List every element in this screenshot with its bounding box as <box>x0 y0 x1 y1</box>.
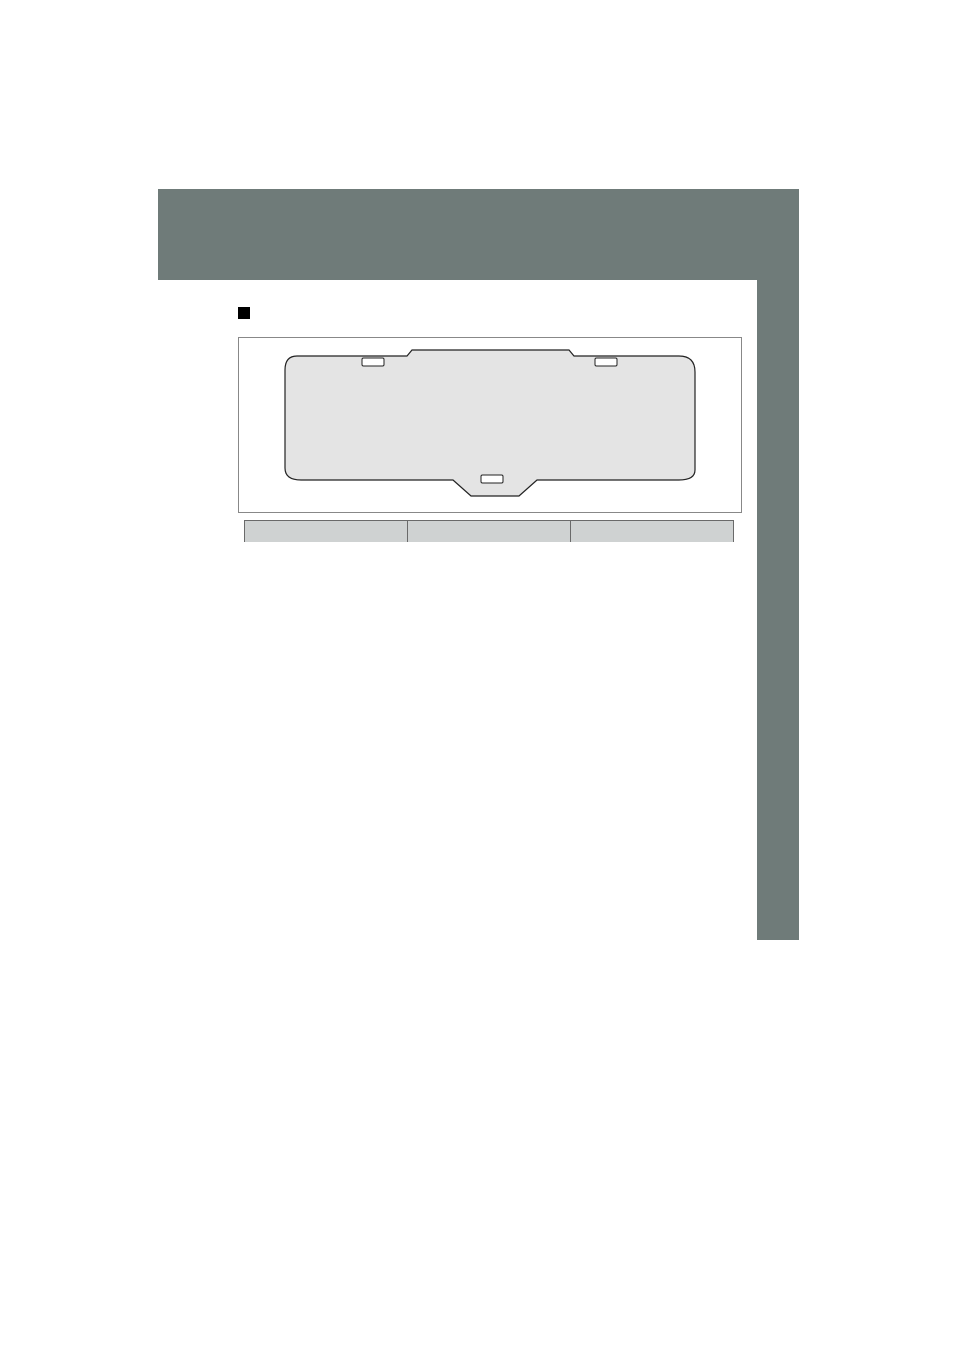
header-fusible <box>245 521 408 543</box>
top-left-clip <box>362 358 384 366</box>
chapter-label <box>770 720 786 870</box>
header-band <box>158 189 799 280</box>
table-header-row <box>245 521 734 543</box>
square-bullet-icon <box>238 307 250 319</box>
section-heading <box>238 304 256 324</box>
header-intensite <box>408 521 571 543</box>
fuse-box-outline <box>285 350 695 496</box>
header-circuit <box>571 521 734 543</box>
bottom-clip <box>481 475 503 483</box>
top-right-clip <box>595 358 617 366</box>
fuse-box-diagram <box>238 337 742 513</box>
fuse-box-illustration <box>239 338 741 512</box>
fuse-table <box>244 520 734 543</box>
